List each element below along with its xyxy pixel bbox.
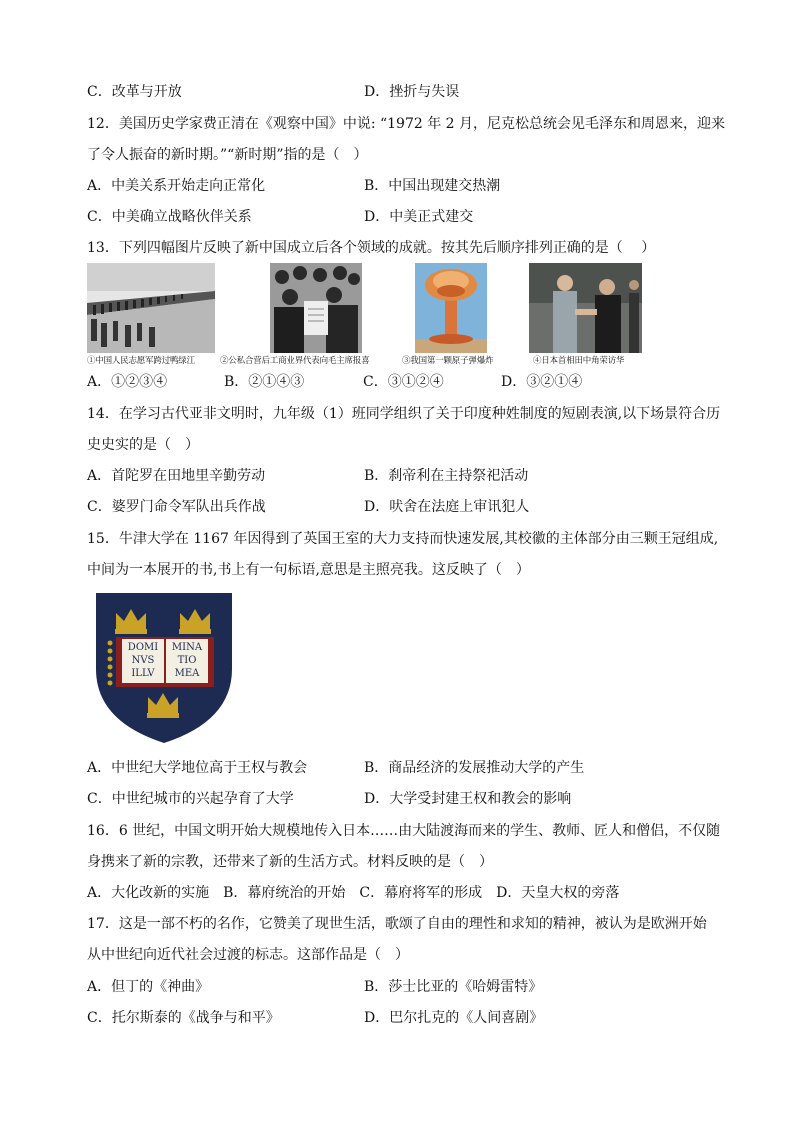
q12-option-a[interactable]: A．中美关系开始走向正常化 (87, 178, 266, 194)
book-right-line-3: MEA (174, 668, 200, 679)
book-right-line-1: MINA (171, 642, 203, 653)
q12-stem-line1: 12．美国历史学家费正清在《观察中国》中说: “1972 年 2 月，尼克松总统会见毛泽东和周恩来，迎来 (87, 116, 726, 132)
q13-photo-3 (415, 263, 487, 353)
q13-caption-3: ③我国第一颗原子弹爆炸 (402, 356, 494, 366)
book-left-line-3: ILLV (131, 668, 155, 679)
q14-option-a[interactable]: A．首陀罗在田地里辛勤劳动 (87, 468, 266, 484)
q14-option-d[interactable]: D．吠舍在法庭上审讯犯人 (364, 499, 530, 515)
q13-stem: 13．下列四幅图片反映了新中国成立后各个领域的成就。按其先后顺序排列正确的是（ ） (87, 240, 656, 256)
q16-stem-line2: 身携来了新的宗教，还带来了新的生活方式。材料反映的是（ ） (87, 854, 493, 870)
book-right-line-2: TIO (177, 655, 197, 666)
q17-option-c[interactable]: C．托尔斯泰的《战争与和平》 (87, 1010, 280, 1026)
book-left-line-2: NVS (131, 655, 155, 666)
q13-photo-1 (87, 263, 215, 353)
q14-stem-line1: 14．在学习古代亚非文明时，九年级（1）班同学组织了关于印度种姓制度的短剧表演,以下场景符合历 (87, 406, 721, 422)
q17-option-a[interactable]: A．但丁的《神曲》 (87, 979, 210, 995)
q14-option-c[interactable]: C．婆罗门命令军队出兵作战 (87, 499, 266, 515)
q16-stem-line1: 16．6 世纪，中国文明开始大规模地传入日本……由大陆渡海而来的学生、教师、匠人和僧侣，不仅随 (87, 823, 721, 839)
oxford-crest (94, 591, 234, 745)
q13-option-c[interactable]: C．③①②④ (363, 374, 444, 390)
q15-option-a[interactable]: A．中世纪大学地位高于王权与教会 (87, 760, 308, 776)
q15-option-c[interactable]: C．中世纪城市的兴起孕育了大学 (87, 791, 294, 807)
q13-photo-2 (270, 263, 362, 353)
q12-option-c[interactable]: C．中美确立战略伙伴关系 (87, 209, 252, 225)
q13-option-a[interactable]: A．①②③④ (87, 374, 168, 390)
q13-caption-4: ④日本首相田中角荣访华 (533, 356, 625, 366)
book-left-line-1: DOMI (127, 642, 159, 653)
q16-options[interactable]: A．大化改新的实施 B．幕府统治的开始 C．幕府将军的形成 D．天皇大权的旁落 (87, 885, 620, 901)
q15-stem-line1: 15．牛津大学在 1167 年因得到了英国王室的大力支持而快速发展,其校徽的主体部分由三颗王冠组成, (87, 531, 719, 547)
q17-option-b[interactable]: B．莎士比亚的《哈姆雷特》 (364, 979, 543, 995)
q12-option-d[interactable]: D．中美正式建交 (364, 209, 474, 225)
q14-stem-line2: 史史实的是（ ） (87, 437, 199, 453)
q11-option-d[interactable]: D．挫折与失误 (364, 84, 460, 100)
q13-photo-4 (529, 263, 642, 353)
q15-option-d[interactable]: D．大学受封建王权和教会的影响 (364, 791, 572, 807)
q13-option-d[interactable]: D．③②①④ (501, 374, 583, 390)
q12-stem-line2: 了令人振奋的新时期。”“新时期”指的是（ ） (87, 147, 368, 163)
q13-caption-2: ②公私合营后工商业界代表向毛主席报喜 (220, 356, 370, 366)
q12-option-b[interactable]: B．中国出现建交热潮 (364, 178, 501, 194)
q14-option-b[interactable]: B．刹帝利在主持祭祀活动 (364, 468, 529, 484)
q15-stem-line2: 中间为一本展开的书,书上有一句标语,意思是主照亮我。这反映了（ ） (87, 562, 530, 578)
q13-option-b[interactable]: B．②①④③ (224, 374, 305, 390)
q17-option-d[interactable]: D．巴尔扎克的《人间喜剧》 (364, 1010, 544, 1026)
q13-caption-1: ①中国人民志愿军跨过鸭绿江 (87, 356, 195, 366)
q15-option-b[interactable]: B．商品经济的发展推动大学的产生 (364, 760, 585, 776)
q17-stem-line1: 17．这是一部不朽的名作，它赞美了现世生活，歌颂了自由的理性和求知的精神，被认为是欧洲开始 (87, 916, 707, 932)
q11-option-c[interactable]: C．改革与开放 (87, 84, 182, 100)
q17-stem-line2: 从中世纪向近代社会过渡的标志。这部作品是（ ） (87, 947, 409, 963)
